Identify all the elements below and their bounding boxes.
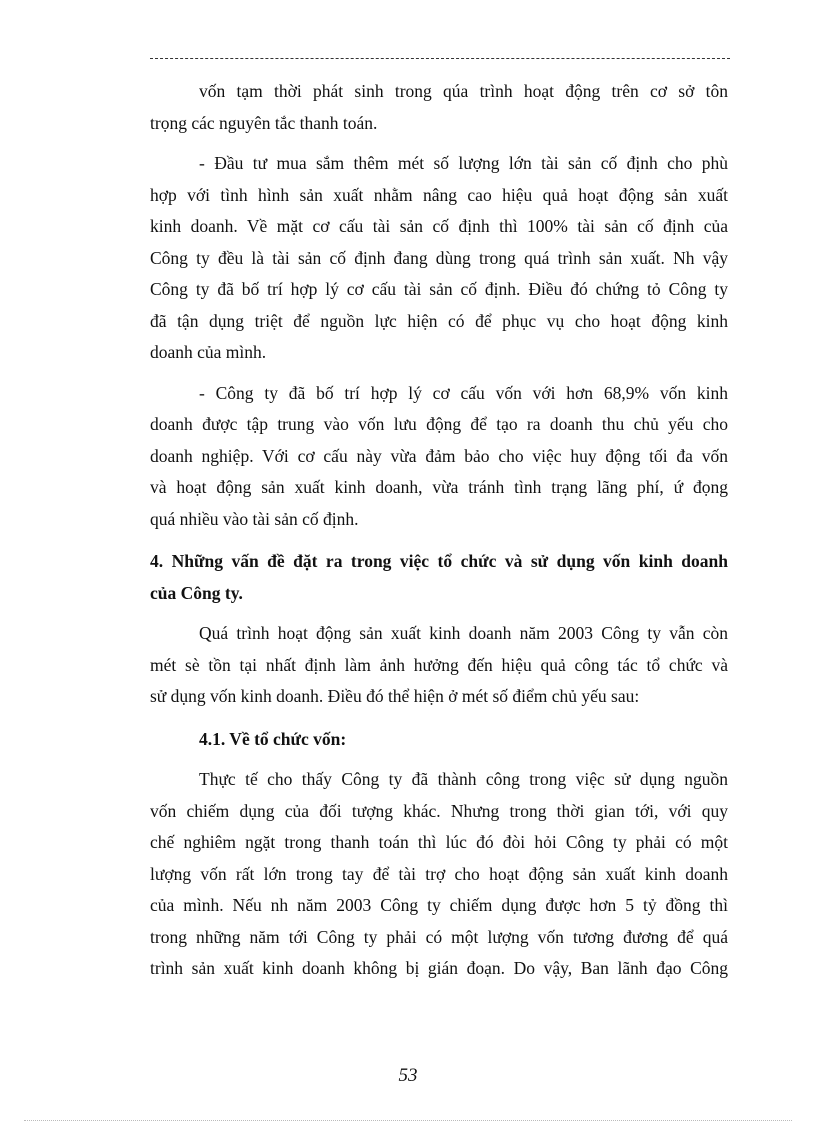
text-line: đã tận dụng triệt để nguồn lực hiện có để phục vụ cho hoạt động kinh <box>150 310 728 331</box>
paragraph-capital-organization <box>150 764 728 985</box>
subsection-heading-4-1 <box>150 724 728 756</box>
text-line: và hoạt động sản xuất kinh doanh, vừa tránh tình trạng lãng phí, ứ đọng <box>150 477 728 497</box>
heading-line: 4. Những vấn đề đặt ra trong việc tổ chức và sử dụng vốn kinh doanh <box>150 551 728 571</box>
text-line: doanh của mình. <box>150 342 267 362</box>
paragraph-capital-structure <box>150 378 728 536</box>
text-line: trọng các nguyên tắc thanh toán. <box>150 112 378 133</box>
footer-dotted-rule <box>24 1120 792 1121</box>
section-heading-4 <box>150 546 728 609</box>
heading-line: 4.1. Về tổ chức vốn: <box>199 728 347 749</box>
text-line: trong những năm tới Công ty phải có một lượng vốn tương đương để quá <box>150 926 728 947</box>
paragraph-continuation <box>150 76 728 139</box>
text-line: của mình. Nếu nh năm 2003 Công ty chiếm dụng được hơn 5 tỷ đồng thì <box>150 895 728 915</box>
text-line: - Đầu tư mua sắm thêm mét số lượng lớn tài sản cố định cho phù <box>199 153 728 173</box>
text-line: hợp với tình hình sản xuất nhằm nâng cao hiệu quả hoạt động sản xuất <box>150 184 728 205</box>
header-dashed-rule <box>150 58 730 59</box>
text-line: Công ty đều là tài sản cố định đang dùng trong quá trình sản xuất. Nh vậy <box>150 247 728 268</box>
text-line: quá nhiều vào tài sản cố định. <box>150 508 359 529</box>
document-body <box>150 76 728 985</box>
text-line: Thực tế cho thấy Công ty đã thành công trong việc sử dụng nguồn <box>199 769 728 789</box>
text-line: vốn chiếm dụng của đối tượng khác. Nhưng trong thời gian tới, với quy <box>150 800 728 821</box>
text-line: mét sè tồn tại nhất định làm ảnh hưởng đến hiệu quả công tác tổ chức và <box>150 654 728 675</box>
text-line: doanh được tập trung vào vốn lưu động để tạo ra doanh thu chủ yếu cho <box>150 414 728 434</box>
heading-line: của Công ty. <box>150 582 243 603</box>
text-line: Công ty đã bố trí hợp lý cơ cấu tài sản cố định. Điều đó chứng tỏ Công ty <box>150 279 728 299</box>
text-line: lượng vốn rất lớn trong tay để tài trợ cho hoạt động sản xuất kinh doanh <box>150 863 728 884</box>
text-line: doanh nghiệp. Với cơ cấu này vừa đảm bảo cho việc huy động tối đa vốn <box>150 445 728 466</box>
text-line: sử dụng vốn kinh doanh. Điều đó thể hiện ở mét số điểm chủ yếu sau: <box>150 686 640 706</box>
paragraph-fixed-assets <box>150 148 728 369</box>
page-number: 53 <box>398 1065 418 1086</box>
text-line: vốn tạm thời phát sinh trong qúa trình hoạt động trên cơ sở tôn <box>199 81 728 101</box>
paragraph-issues-intro <box>150 618 728 713</box>
text-line: trình sản xuất kinh doanh không bị gián đoạn. Do vậy, Ban lãnh đạo Công <box>150 958 728 978</box>
text-line: kinh doanh. Về mặt cơ cấu tài sản cố định thì 100% tài sản cố định của <box>150 216 728 236</box>
text-line: - Công ty đã bố trí hợp lý cơ cấu vốn với hơn 68,9% vốn kinh <box>199 382 728 403</box>
text-line: chế nghiêm ngặt trong thanh toán thì lúc đó đòi hỏi Công ty phải có một <box>150 832 728 852</box>
text-line: Quá trình hoạt động sản xuất kinh doanh năm 2003 Công ty vẫn còn <box>199 623 728 643</box>
